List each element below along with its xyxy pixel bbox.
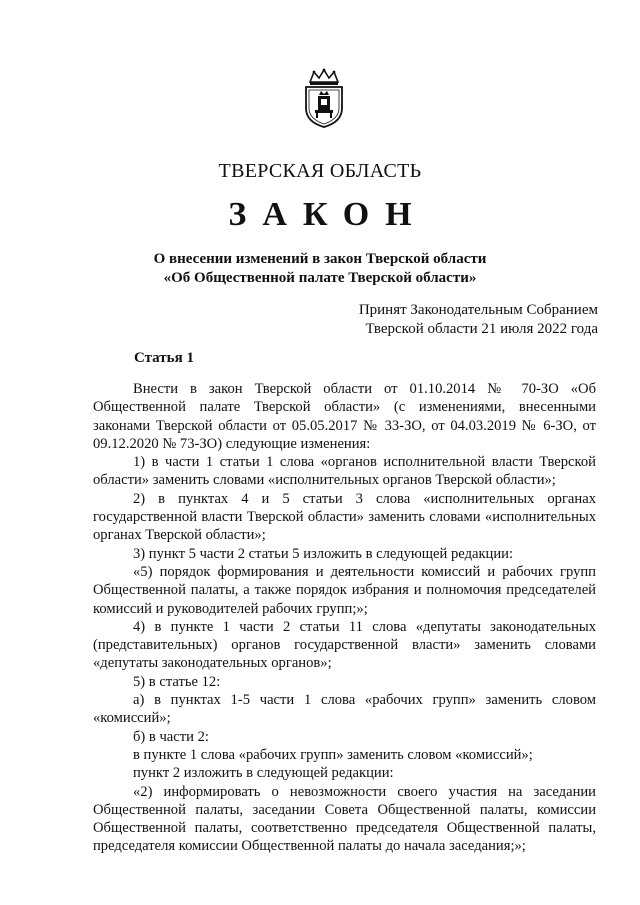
document-type-title: ЗАКОН	[228, 196, 428, 233]
region-name: ТВЕРСКАЯ ОБЛАСТЬ	[218, 160, 422, 182]
paragraph: б) в части 2:	[133, 728, 209, 745]
paragraph: 2) в пунктах 4 и 5 статьи 3 слова «исполнительных органах государственной власти Тверской области» заменить словами «исполнительных органах Тверской области»;	[93, 490, 596, 544]
adoption-note	[359, 301, 598, 339]
paragraph: 4) в пункте 1 части 2 статьи 11 слова «депутаты законодательных (представительных) органов государственной власти» заменить словами «депутаты законодательных органов»;	[93, 618, 596, 672]
adoption-line: Принят Законодательным Собранием	[358, 302, 598, 318]
law-subtitle	[0, 250, 640, 288]
paragraph: Внести в закон Тверской области от 01.10.2014 № 70-ЗО «Об Общественной палате Тверской области» (с изменениями, внесенными законами Тверской области от 05.05.2017 № 33-ЗО, от 04.03.2019 № 6-ЗО, от 09.12.2020 № 73-ЗО) следующие изменения:	[93, 381, 596, 452]
paragraph: 5) в статье 12:	[133, 673, 221, 690]
paragraph: а) в пунктах 1-5 части 1 слова «рабочих групп» заменить словом «комиссий»;	[93, 692, 596, 727]
paragraph: 1) в части 1 статьи 1 слова «органов исполнительной власти Тверской области» заменить словами «исполнительных органов Тверской области»;	[93, 454, 596, 489]
paragraph: в пункте 1 слова «рабочих групп» заменить словом «комиссий»;	[133, 746, 533, 763]
adoption-line: Тверской области 21 июля 2022 года	[365, 321, 598, 337]
subtitle-line: О внесении изменений в закон Тверской области	[153, 251, 487, 267]
paragraph: «2) информировать о невозможности своего участия на заседании Общественной палаты, заседании Совета Общественной палаты, комиссии Общественной палаты, соответственно председателя Общественной палаты, председателя комиссии Общественной палаты до начала заседания;»;	[93, 783, 596, 855]
coat-of-arms-emblem	[300, 68, 348, 128]
subtitle-line: «Об Общественной палате Тверской области»	[163, 270, 477, 286]
article-title: Статья 1	[134, 350, 194, 366]
paragraph: пункт 2 изложить в следующей редакции:	[133, 765, 394, 782]
paragraph: «5) порядок формирования и деятельности комиссий и рабочих групп Общественной палаты, а также порядок избрания и полномочия председателей комиссий и руководителей рабочих групп;»;	[93, 563, 596, 617]
article-body	[93, 380, 596, 856]
paragraph: 3) пункт 5 части 2 статьи 5 изложить в следующей редакции:	[133, 545, 514, 562]
